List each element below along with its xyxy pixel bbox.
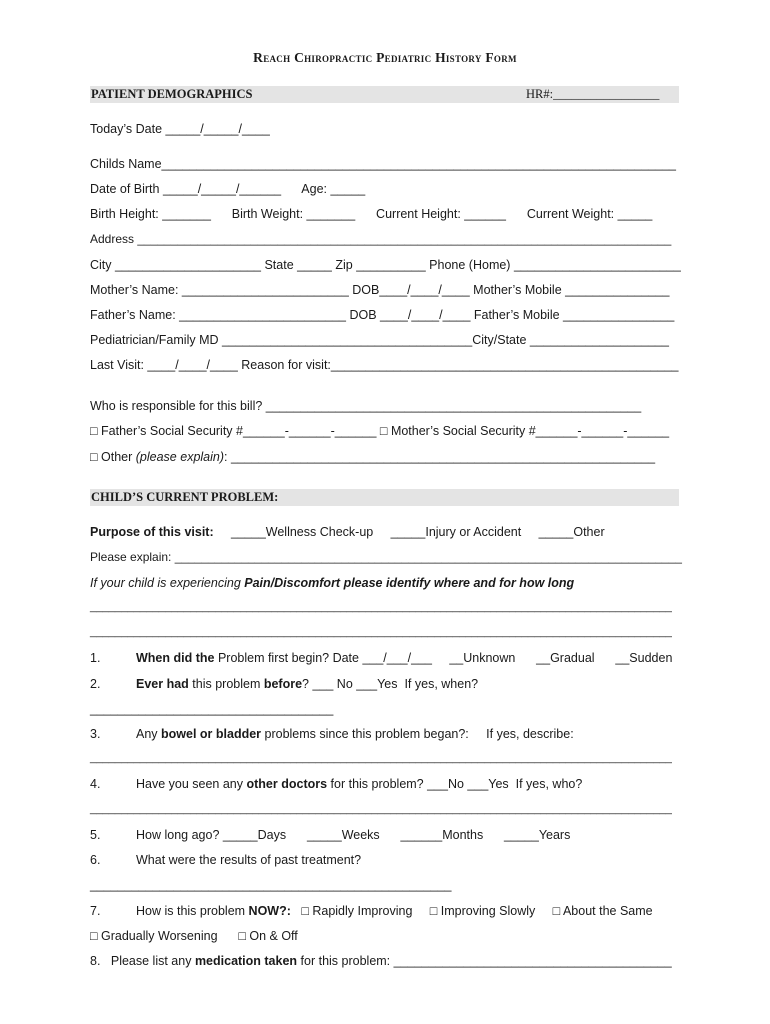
q2-bold: Ever had [136,677,189,691]
purpose-of-visit[interactable] [90,525,605,539]
responsible-field[interactable]: Who is responsible for this bill? ______________________________________________________ [90,399,642,413]
pain-prefix: If your child is experiencing [90,576,245,590]
q7-options[interactable]: □ Rapidly Improving □ Improving Slowly □ About the Same [290,904,653,918]
purpose-options[interactable]: _____Wellness Check-up _____Injury or Accident _____Other [213,525,605,539]
q2-text[interactable] [136,677,478,691]
q7-options-2[interactable]: □ Gradually Worsening □ On & Off [90,929,298,943]
q1-bold: When did the [136,651,215,665]
q6-blank[interactable]: ____________________________________________________ [90,878,452,892]
measurements-field[interactable]: Birth Height: _______ Birth Weight: _______ Current Height: ______ Current Weight: _____ [90,207,653,221]
other-prefix: □ Other [90,450,136,464]
q4-blank[interactable]: _____________________________________________________________________________________________ [90,803,672,815]
q2-number: 2. [90,677,101,691]
q3-post: problems since this problem began?: If yes, describe: [261,727,574,741]
q6-text: What were the results of past treatment? [136,853,362,867]
q8-text[interactable] [90,954,672,968]
q1-text[interactable] [136,651,672,665]
q7-bold: NOW?: [248,904,291,918]
q6-number: 6. [90,853,101,867]
q2-post: this problem [188,677,264,691]
q7-number: 7. [90,904,101,918]
pain-blank-line-2[interactable]: _____________________________________________________________________________________________ [90,626,672,638]
purpose-label: Purpose of this visit: [90,525,214,539]
form-title: Reach Chiropractic Pediatric History Form [253,50,517,65]
last-visit-field[interactable]: Last Visit: ____/____/____ Reason for visit:__________________________________________________ [90,358,679,372]
q3-blank[interactable]: _____________________________________________________________________________________________ [90,752,672,764]
q8-bold: medication taken [194,954,298,968]
q5-number: 5. [90,828,101,842]
q4-pre: Have you seen any [136,777,247,791]
todays-date-field[interactable]: Today’s Date _____/_____/____ [90,122,270,136]
q2-post2: ? ___ No ___Yes If yes, when? [302,677,479,691]
q8-pre: Please list any [110,954,195,968]
dob-age-field[interactable]: Date of Birth _____/_____/______ Age: _____ [90,182,366,196]
ssn-checkboxes[interactable]: □ Father’s Social Security #______-______-______ □ Mother’s Social Security #______-______-______ [90,424,670,438]
q4-bold: other doctors [246,777,328,791]
q2-bold2: before [263,677,303,691]
q2-blank[interactable]: ___________________________________ [90,702,334,716]
city-state-phone-field[interactable]: City _____________________ State _____ Zip __________ Phone (Home) ________________________ [90,258,681,272]
other-italic: (please explain) [135,450,225,464]
q4-text[interactable] [136,777,582,791]
q1-post: Problem first begin? Date ___/___/___ __Unknown __Gradual __Sudden [214,651,673,665]
q8-number: 8. [90,954,101,968]
other-payer-field[interactable] [90,450,655,464]
q5-text[interactable]: How long ago? _____Days _____Weeks ______Months _____Years [136,828,571,842]
q7-pre: How is this problem [136,904,249,918]
father-info-field[interactable]: Father’s Name: ________________________ DOB ____/____/____ Father’s Mobile ________________ [90,308,675,322]
q3-text[interactable] [136,727,574,741]
q3-number: 3. [90,727,101,741]
q4-number: 4. [90,777,101,791]
q8-post: for this problem: ________________________________________ [297,954,672,968]
section-title-demographics: PATIENT DEMOGRAPHICS [91,87,253,101]
childs-name-field[interactable]: Childs Name__________________________________________________________________________ [90,157,676,171]
pain-bold: Pain/Discomfort please identify where and for how long [244,576,575,590]
pediatrician-field[interactable]: Pediatrician/Family MD ____________________________________City/State ____________________ [90,333,669,347]
other-suffix: : _____________________________________________________________ [224,450,656,464]
hr-number-field[interactable]: HR#:_________________ [526,87,660,101]
address-field[interactable]: Address ________________________________________________________________________________ [90,232,672,246]
q4-post: for this problem? ___No ___Yes If yes, who? [327,777,583,791]
mother-info-field[interactable]: Mother’s Name: ________________________ DOB____/____/____ Mother’s Mobile _______________ [90,283,670,297]
q7-text[interactable] [136,904,653,918]
section-title-problem: CHILD’S CURRENT PROBLEM: [91,490,279,504]
pain-instruction [90,576,574,590]
please-explain-field[interactable]: Please explain: ____________________________________________________________________________ [90,550,682,564]
q1-number: 1. [90,651,101,665]
q3-bold: bowel or bladder [161,727,262,741]
pain-blank-line-1[interactable]: _____________________________________________________________________________________________ [90,601,672,613]
q3-pre: Any [136,727,162,741]
